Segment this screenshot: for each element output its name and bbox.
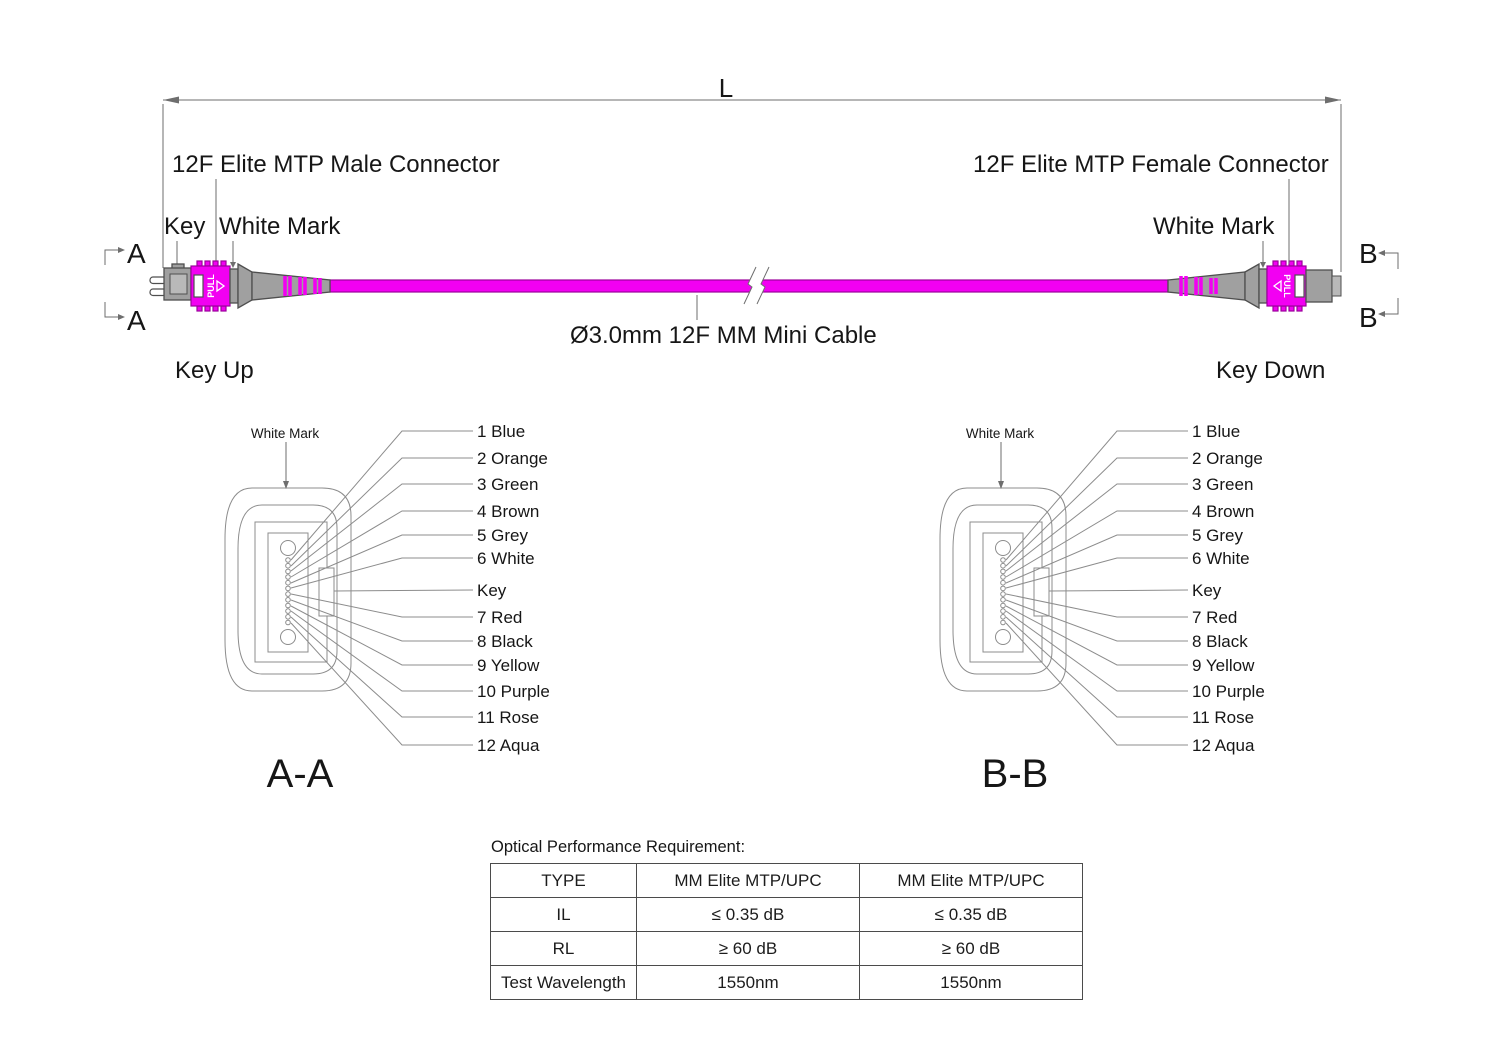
white-mark-arrow-right — [1260, 262, 1266, 268]
key-callout-label: Key — [164, 213, 206, 240]
boot-flange — [1245, 264, 1259, 308]
table-cell: MM Elite MTP/UPC — [637, 864, 860, 898]
housing-ridge — [221, 261, 226, 266]
table-cell: ≥ 60 dB — [637, 932, 860, 966]
fiber-label: 8 Black — [1192, 632, 1248, 651]
fiber-label: 8 Black — [477, 632, 533, 651]
section-a-markers — [105, 238, 146, 336]
housing-ridge — [1297, 306, 1302, 311]
section-a-letter-top: A — [127, 238, 146, 269]
table-cell: IL — [491, 898, 637, 932]
connector-face-drawing — [940, 431, 1188, 745]
table-cell: ≥ 60 dB — [860, 932, 1083, 966]
section-arrow — [118, 247, 125, 253]
connector-face-drawing — [225, 431, 473, 745]
housing-ridge — [205, 306, 210, 311]
section-arrow — [1378, 311, 1385, 317]
white-mark-arrow-left — [230, 262, 236, 268]
housing-ridge — [213, 261, 218, 266]
fiber-label: 1 Blue — [1192, 422, 1241, 441]
housing-ridge — [1273, 306, 1278, 311]
housing-ridge — [197, 306, 202, 311]
collar — [230, 269, 238, 303]
section-b-letter-top: B — [1359, 238, 1378, 269]
housing-ridge — [1281, 306, 1286, 311]
fiber-label: 9 Yellow — [477, 656, 540, 675]
housing-ridge — [1289, 261, 1294, 266]
fiber-label: 7 Red — [1192, 608, 1238, 627]
fiber-color-legend — [1192, 422, 1265, 755]
fiber-label: 4 Brown — [477, 502, 540, 521]
fiber-label: 7 Red — [477, 608, 523, 627]
housing-ridge — [197, 261, 202, 266]
mini-cable — [330, 267, 1168, 349]
fiber-label: 6 White — [1192, 549, 1250, 568]
boot-flange — [238, 264, 252, 308]
collar — [1259, 269, 1267, 303]
fiber-label: 2 Orange — [477, 449, 548, 468]
housing-ridge — [221, 306, 226, 311]
section-arrow — [1378, 250, 1385, 256]
section-view-title-a: A-A — [266, 752, 334, 796]
face-view-a — [225, 422, 550, 796]
dimension-arrow-right — [1325, 97, 1341, 104]
white-mark-label-right: White Mark — [1153, 213, 1275, 240]
fiber-label: 12 Aqua — [1192, 736, 1255, 755]
table-cell: ≤ 0.35 dB — [860, 898, 1083, 932]
white-mark-small-label: White Mark — [250, 426, 320, 441]
male-connector-drawing — [150, 261, 330, 311]
fiber-label: 3 Green — [1192, 475, 1254, 494]
white-mark-label-left: White Mark — [219, 213, 341, 240]
section-a-letter-bottom: A — [127, 305, 146, 336]
optical-performance-table — [490, 863, 1083, 1000]
fiber-label: 5 Grey — [1192, 526, 1244, 545]
housing-ridge — [1297, 261, 1302, 266]
table-cell: MM Elite MTP/UPC — [860, 864, 1083, 898]
housing-ridge — [213, 306, 218, 311]
housing-ridge — [1273, 261, 1278, 266]
section-b-letter-bottom: B — [1359, 302, 1378, 333]
key-down-label: Key Down — [1216, 357, 1326, 384]
pull-label: PULL — [1282, 274, 1292, 298]
table-row — [491, 966, 1083, 1000]
table-cell: 1550nm — [860, 966, 1083, 1000]
table-row — [491, 864, 1083, 898]
fiber-label: 10 Purple — [1192, 682, 1265, 701]
male-connector-label: 12F Elite MTP Male Connector — [172, 151, 500, 178]
female-connector-drawing — [1168, 261, 1341, 311]
fiber-label: 6 White — [477, 549, 535, 568]
section-view-title-b: B-B — [981, 752, 1049, 796]
white-mark — [194, 275, 203, 297]
ferrule-tip — [1332, 276, 1341, 296]
ferrule-block — [1306, 270, 1332, 302]
fiber-label: 11 Rose — [1192, 708, 1255, 727]
table-cell: RL — [491, 932, 637, 966]
fiber-label: 10 Purple — [477, 682, 550, 701]
dimension-label: L — [718, 73, 734, 103]
table-cell: Test Wavelength — [491, 966, 637, 1000]
pull-label: PULL — [206, 274, 216, 298]
white-mark — [1295, 275, 1304, 297]
table-row — [491, 932, 1083, 966]
housing-ridge — [205, 261, 210, 266]
fiber-label: 12 Aqua — [477, 736, 540, 755]
fiber-label: 9 Yellow — [1192, 656, 1255, 675]
face-view-b — [940, 422, 1265, 796]
fiber-label: 11 Rose — [477, 708, 540, 727]
fiber-label: Key — [1192, 581, 1222, 600]
white-mark-small-label: White Mark — [965, 426, 1035, 441]
fiber-label: 5 Grey — [477, 526, 529, 545]
dimension-arrow-left — [163, 97, 179, 104]
fiber-label: 1 Blue — [477, 422, 526, 441]
fiber-label: Key — [477, 581, 507, 600]
fiber-label: 2 Orange — [1192, 449, 1263, 468]
fiber-color-legend — [477, 422, 550, 755]
housing-ridge — [1281, 261, 1286, 266]
fiber-label: 3 Green — [477, 475, 539, 494]
table-cell: 1550nm — [637, 966, 860, 1000]
optical-performance-section — [490, 838, 1090, 1000]
ferrule-face — [170, 274, 187, 294]
table-row — [491, 898, 1083, 932]
section-b-markers — [1359, 238, 1398, 333]
section-arrow — [118, 314, 125, 320]
cable-label: Ø3.0mm 12F MM Mini Cable — [570, 322, 877, 349]
key-up-label: Key Up — [175, 357, 254, 384]
table-cell: ≤ 0.35 dB — [637, 898, 860, 932]
table-cell: TYPE — [491, 864, 637, 898]
table-title: Optical Performance Requirement: — [491, 838, 746, 856]
fiber-label: 4 Brown — [1192, 502, 1255, 521]
housing-ridge — [1289, 306, 1294, 311]
female-connector-label: 12F Elite MTP Female Connector — [973, 151, 1329, 178]
